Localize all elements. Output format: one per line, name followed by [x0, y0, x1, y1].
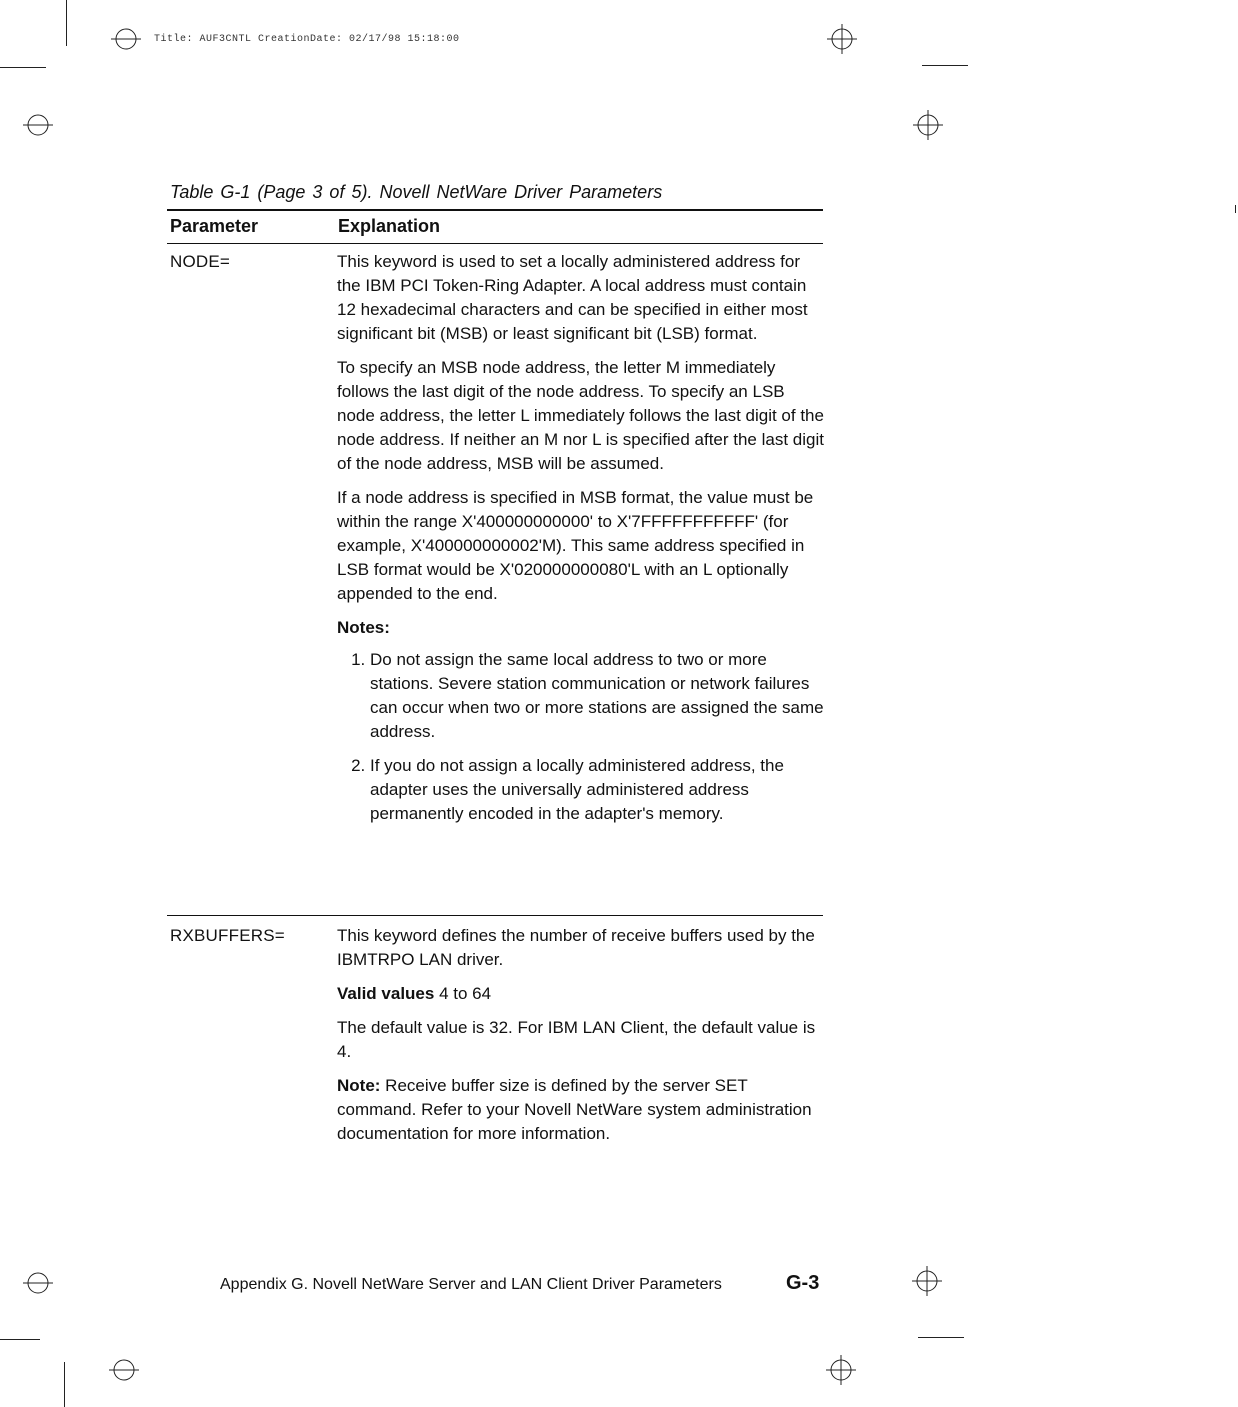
crop-mark [64, 1362, 65, 1407]
paragraph: The default value is 32. For IBM LAN Client, the default value is 4. [337, 1018, 816, 1061]
column-header-parameter: Parameter [170, 216, 259, 236]
registration-mark-icon [912, 1266, 942, 1296]
registration-mark-icon [109, 1355, 139, 1385]
valid-values-range: 4 to 64 [434, 984, 492, 1003]
valid-values [337, 982, 827, 1006]
note [337, 1074, 827, 1146]
print-metadata: Title: AUF3CNTL CreationDate: 02/17/98 15:18:00 [154, 34, 460, 45]
page-footer: Appendix G. Novell NetWare Server and LAN Client Driver Parameters [220, 1276, 722, 1293]
note-text: Receive buffer size is defined by the server SET command. Refer to your Novell NetWare system administration documentation for more information. [337, 1076, 812, 1143]
crop-mark [0, 67, 46, 68]
explanation-rxbuffers [337, 924, 827, 1156]
registration-mark-icon [23, 1268, 53, 1298]
registration-mark-icon [913, 110, 943, 140]
column-header-explanation: Explanation [338, 216, 441, 236]
paragraph: This keyword is used to set a locally administered address for the IBM PCI Token-Ring Adapter. A local address must contain 12 hexadecimal characters and can be specified in either most significant bit (MSB) or least significant bit (LSB) format. [337, 252, 808, 343]
table-caption: Table G-1 (Page 3 of 5). Novell NetWare Driver Parameters [170, 182, 663, 202]
paragraph: If a node address is specified in MSB format, the value must be within the range X'400000000000' to X'7FFFFFFFFFFF' (for example, X'400000000002'M). This same address specified in LSB format would be X'020000000080'L with an L optionally appended to the end. [337, 488, 814, 603]
parameter-node: NODE= [170, 252, 231, 271]
registration-mark-icon [111, 24, 141, 54]
crop-mark [918, 1337, 964, 1338]
parameter-rxbuffers: RXBUFFERS= [170, 926, 285, 945]
notes-list [337, 648, 827, 826]
header-rule [167, 243, 823, 244]
explanation-node [337, 250, 827, 836]
crop-mark [1235, 205, 1236, 213]
table-top-rule [167, 209, 823, 211]
page-number: G-3 [786, 1272, 820, 1294]
crop-mark [0, 1339, 40, 1340]
row-divider [167, 915, 823, 916]
note-item: 2. If you do not assign a locally administered address, the adapter uses the universally administered address permanently encoded in the adapter's memory. [370, 754, 827, 826]
paragraph: To specify an MSB node address, the letter M immediately follows the last digit of the node address. To specify an LSB node address, the letter L immediately follows the last digit of the node address. If neither an M nor L is specified after the last digit of the node address, MSB will be assumed. [337, 358, 824, 473]
registration-mark-icon [826, 1355, 856, 1385]
paragraph: This keyword defines the number of receive buffers used by the IBMTRPO LAN driver. [337, 926, 815, 969]
crop-mark [922, 65, 968, 66]
note-label: Note: [337, 1076, 381, 1095]
valid-values-label: Valid values [337, 984, 435, 1003]
note-item: 1. Do not assign the same local address to two or more stations. Severe station communication or network failures can occur when two or more stations are assigned the same address. [370, 648, 827, 744]
registration-mark-icon [23, 110, 53, 140]
crop-mark [66, 0, 67, 46]
registration-mark-icon [827, 24, 857, 54]
notes-heading: Notes: [337, 618, 390, 637]
